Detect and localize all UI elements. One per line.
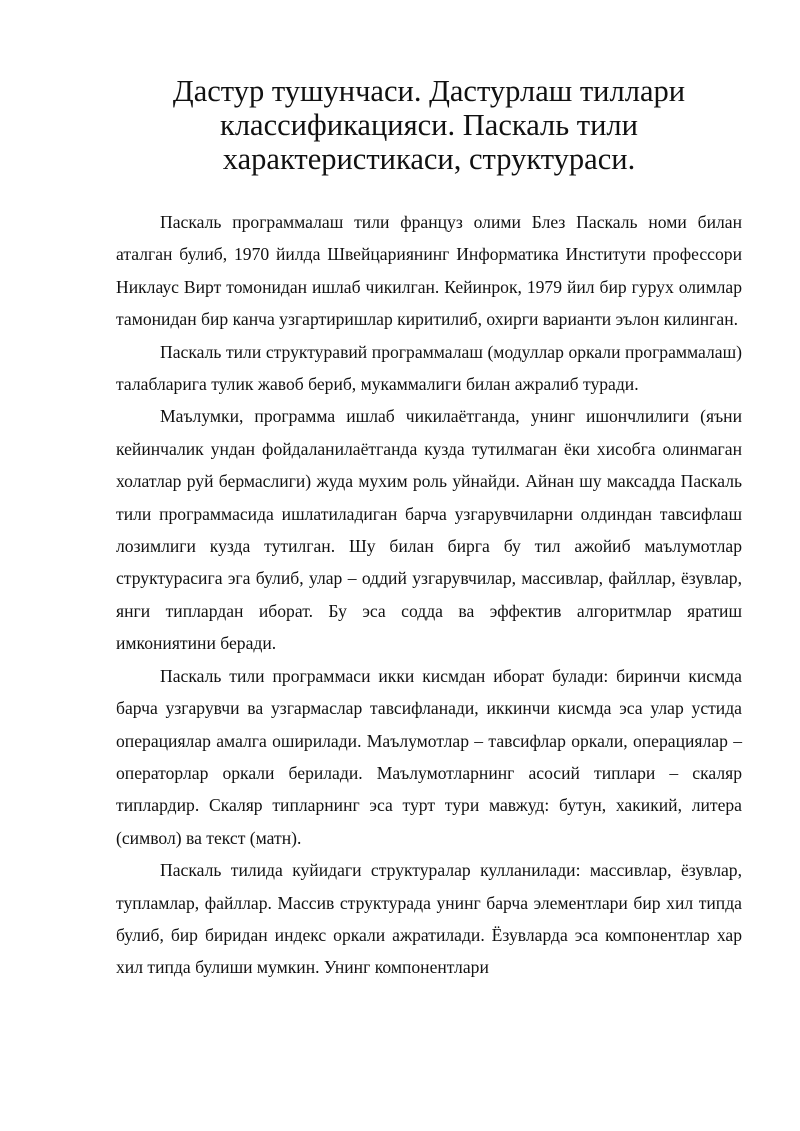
title-line: характеристикаси, структураси. xyxy=(222,142,636,176)
document-title xyxy=(116,74,742,176)
paragraph: Паскаль тилида куйидаги структуралар кулланилади: массивлар, ёзувлар, тупламлар, файллар. Массив структурада унинг барча элементлари бир хил типда булиб, бир биридан индекс оркали ажратилади. Ёзувларда эса компонентлар хар хил типда булиши мумкин. Унинг компонентлари xyxy=(116,860,742,978)
paragraph: Маълумки, программа ишлаб чикилаётганда, унинг ишончлилиги (яъни кейинчалик ундан фойдаланилаётганда кузда тутилмаган ёки хисобга олинмаган холатлар руй бермаслиги) жуда мухим роль уйнайди. Айнан шу максадда Паскаль тили программасида ишлатиладиган барча узгарувчиларни олдиндан тавсифлаш лозимлиги кузда тутилган. Шу билан бирга бу тил ажойиб маълумотлар структурасига эга булиб, улар – оддий узгарувчилар, массивлар, файллар, ёзувлар, янги типлардан иборат. Бу эса содда ва эффектив алгоритмлар яратиш имкониятини беради. xyxy=(116,406,742,654)
title-line: Дастур тушунчаси. Дастурлаш тиллари xyxy=(172,74,686,108)
document-page xyxy=(116,74,742,984)
paragraph: Паскаль тили структуравий программалаш (модуллар оркали программалаш) талабларига тулик жавоб бериб, мукаммалиги билан ажралиб туради. xyxy=(116,341,742,395)
title-line: классификацияси. Паскаль тили xyxy=(220,108,638,142)
paragraph: Паскаль тили программаси икки кисмдан иборат булади: биринчи кисмда барча узгарувчи ва узгармаслар тавсифланади, иккинчи кисмда эса улар устида операциялар амалга оширилади. Маълумотлар – тавсифлар оркали, операциялар – операторлар оркали берилади. Маълумотларнинг асосий типлари – скаляр типлардир. Скаляр типларнинг эса турт тури мавжуд: бутун, хакикий, литера (символ) ва текст (матн). xyxy=(116,665,742,848)
paragraph: Паскаль программалаш тили француз олими Блез Паскаль номи билан аталган булиб, 1970 йилда Швейцариянинг Информатика Институти профессори Никлаус Вирт томонидан ишлаб чикилган. Кейинрок, 1979 йил бир гурух олимлар тамонидан бир канча узгартиришлар киритилиб, охирги варианти эълон килинган. xyxy=(116,212,742,330)
document-body xyxy=(116,206,742,984)
